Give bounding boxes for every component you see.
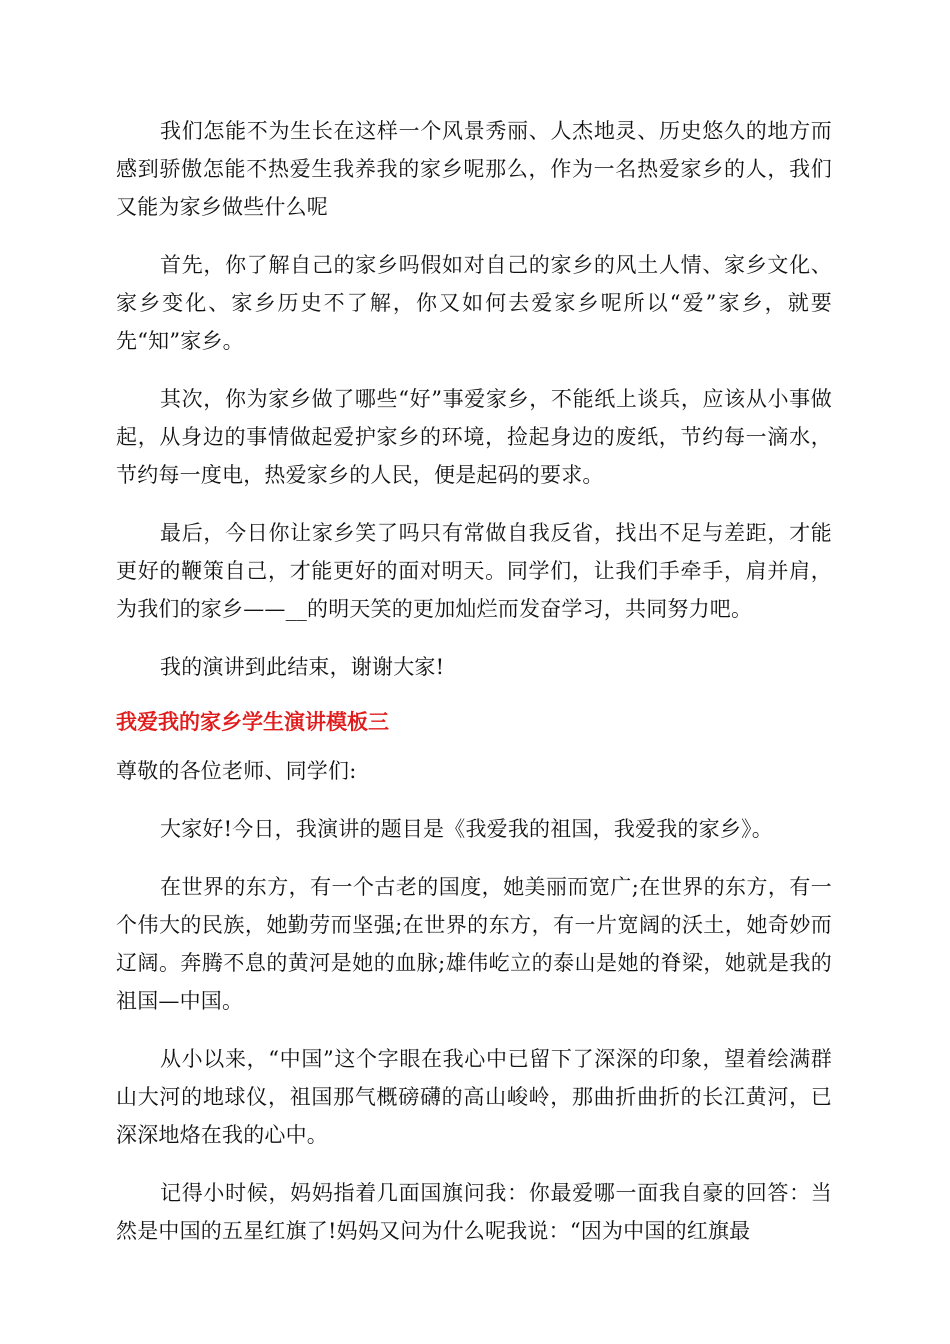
salutation: 尊敬的各位老师、同学们:	[116, 759, 357, 783]
paragraph-8: 从小以来，“中国”这个字眼在我心中已留下了深深的印象，望着绘满群山大河的地球仪，祖国那气概磅礴的高山峻岭，那曲折曲折的长江黄河，已深深地烙在我的心中。	[116, 1047, 832, 1147]
paragraph-7: 在世界的东方，有一个古老的国度，她美丽而宽广;在世界的东方，有一个伟大的民族，她勤劳而坚强;在世界的东方，有一片宽阔的沃土，她奇妙而辽阔。奔腾不息的黄河是她的血脉;雄伟屹立的泰山是她的脊梁，她就是我的祖国—中国。	[116, 875, 832, 1013]
paragraph-1: 我们怎能不为生长在这样一个风景秀丽、人杰地灵、历史悠久的地方而感到骄傲怎能不热爱生我养我的家乡呢那么，作为一名热爱家乡的人，我们又能为家乡做些什么呢	[116, 119, 832, 219]
paragraph-6: 大家好!今日，我演讲的题目是《我爱我的祖国，我爱我的家乡》。	[160, 817, 773, 841]
paragraph-3: 其次，你为家乡做了哪些“好”事爱家乡，不能纸上谈兵，应该从小事做起，从身边的事情做起爱护家乡的环境，捡起身边的废纸，节约每一滴水，节约每一度电，热爱家乡的人民，便是起码的要求。	[116, 387, 832, 487]
paragraph-4: 最后，今日你让家乡笑了吗只有常做自我反省，找出不足与差距，才能更好的鞭策自己，才能更好的面对明天。同学们，让我们手牵手，肩并肩，为我们的家乡——__的明天笑的更加灿烂而发奋学习，共同努力吧。	[116, 521, 832, 621]
paragraph-2: 首先，你了解自己的家乡吗假如对自己的家乡的风土人情、家乡文化、家乡变化、家乡历史不了解，你又如何去爱家乡呢所以“爱”家乡，就要先“知”家乡。	[116, 253, 832, 353]
document-body	[116, 112, 832, 1270]
paragraph-9: 记得小时候，妈妈指着几面国旗问我：你最爱哪一面我自豪的回答：当然是中国的五星红旗了!妈妈又问为什么呢我说：“因为中国的红旗最	[116, 1181, 832, 1243]
paragraph-5: 我的演讲到此结束，谢谢大家!	[160, 655, 445, 679]
section-heading: 我爱我的家乡学生演讲模板三	[116, 710, 389, 734]
